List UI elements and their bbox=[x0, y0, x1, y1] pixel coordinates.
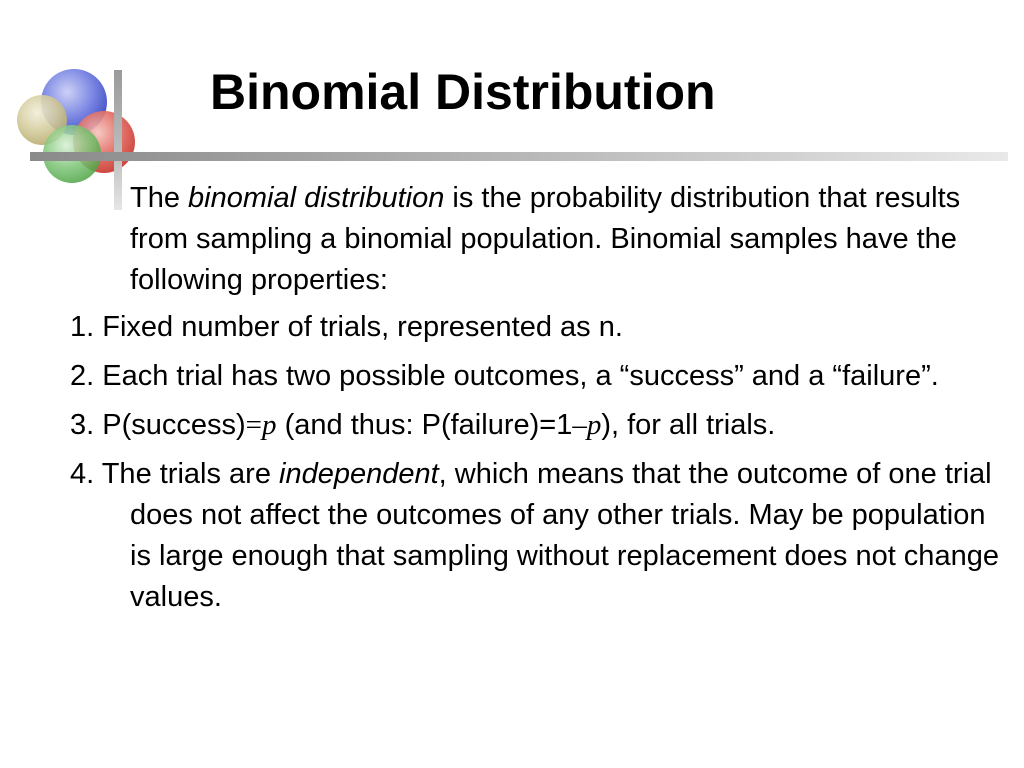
equals-sign: = bbox=[245, 409, 263, 441]
item-text-part2: , which means that the outcome of one trial does not affect the outcomes of any other trials. May be population is large enough that sampling without replacement does not change values. bbox=[130, 458, 999, 613]
item-number: 4. bbox=[70, 458, 95, 490]
item-number: 3. bbox=[70, 409, 95, 441]
slide-title: Binomial Distribution bbox=[210, 64, 716, 120]
list-item-3 bbox=[70, 405, 1000, 446]
item-term: independent bbox=[279, 458, 439, 490]
horizontal-accent-bar bbox=[30, 152, 1008, 161]
intro-prefix: The bbox=[130, 182, 189, 214]
decorative-circles-logo bbox=[14, 64, 144, 194]
variable-p: p bbox=[262, 409, 277, 441]
variable-p: p bbox=[586, 409, 602, 441]
item-text: Each trial has two possible outcomes, a “success” and a “failure”. bbox=[94, 360, 939, 392]
item-text-part2: (and thus: P(failure)=1 bbox=[276, 409, 573, 441]
slide-body bbox=[70, 178, 1000, 626]
item-text: Fixed number of trials, represented as n. bbox=[94, 311, 623, 343]
list-item-1 bbox=[70, 307, 1000, 348]
intro-term: binomial distribution bbox=[188, 182, 445, 214]
item-number: 1. bbox=[70, 311, 95, 343]
list-item-4 bbox=[70, 454, 1000, 618]
minus-sign: – bbox=[572, 409, 587, 441]
intro-paragraph bbox=[130, 178, 1000, 301]
list-item-2 bbox=[70, 356, 1000, 397]
item-text-part3: ), for all trials. bbox=[601, 409, 776, 441]
item-number: 2. bbox=[70, 360, 95, 392]
item-text-part1: The trials are bbox=[94, 458, 280, 490]
intro-suffix: is the probability distribution that results from sampling a binomial population. Binomial samples have the following properties: bbox=[130, 182, 961, 296]
item-text-part1: P(success) bbox=[94, 409, 246, 441]
